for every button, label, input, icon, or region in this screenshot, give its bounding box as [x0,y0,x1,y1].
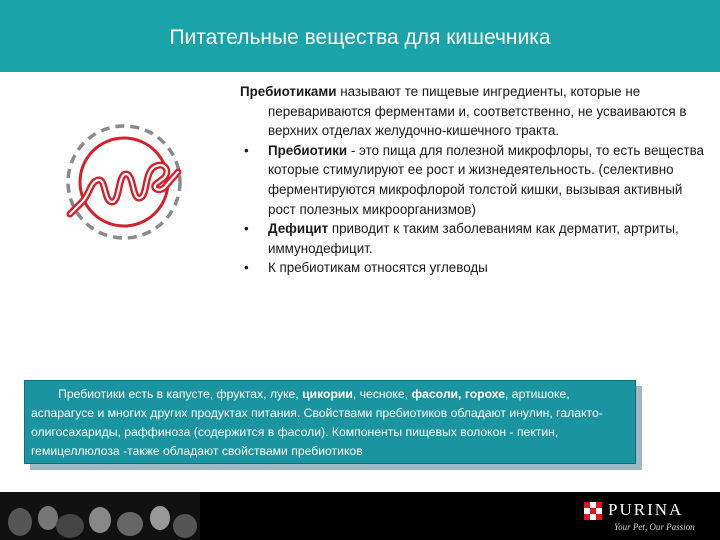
bullet-marker: • [244,221,249,237]
intro-term: Пребиотиками [240,84,337,99]
bullet-text: приводит к таким заболеваниям как дерматит, артриты, иммунодефицит. [268,221,679,256]
intro-paragraph [240,82,710,141]
bullet-marker: • [244,142,249,158]
note-text: Пребиотики есть в капусте, фруктах, луке, [58,387,303,401]
intro-definition: называют те пищевые ингредиенты, которые не перевариваются ферментами и, соответственно, не усваиваются в верхних отделах желудочно-кишечного тракта. [268,84,687,139]
note-highlight: цикории [302,387,353,401]
bullet-list [240,141,710,278]
list-item [240,141,710,219]
note-highlight: фасоли, горохе [411,387,506,401]
purina-checkerboard-icon [584,502,602,520]
brand-logo: PURINA [608,500,684,519]
list-item [240,219,710,258]
body-text [240,82,710,278]
slide-title: Питательные вещества для кишечника [169,26,551,49]
list-item [240,258,710,278]
bullet-term: Дефицит [268,221,329,237]
footer-bar [0,492,720,540]
note-text: , чесноке, [352,387,412,401]
brand-slogan: Your Pet, Our Passion [614,522,695,532]
info-note-box [24,380,636,464]
intestine-icon [60,118,188,246]
bullet-text: - это пища для полезной микрофлоры, то есть вещества которые стимулируют ее рост и жизнедеятельность. (селективно ферментируются микрофлорой толстой кишки, вызывая активный рост полезных микроорганизмов) [268,142,704,217]
photo-strip [0,492,200,540]
note-text: , артишоке, аспарагусе и многих других продуктах питания. Свойствами пребиотиков обладают инулин, галакто-олигосахариды, раффиноза (содержится в фасоли). Компоненты пищевых волокон - пектин, гемицеллюлоза -также обладают свойствами пребиотиков [31,387,603,458]
bullet-marker: • [244,260,249,276]
bullet-term: Пребиотики [268,142,348,158]
title-bar [0,0,720,72]
bullet-text: К пребиотикам относятся углеводы [268,260,488,276]
